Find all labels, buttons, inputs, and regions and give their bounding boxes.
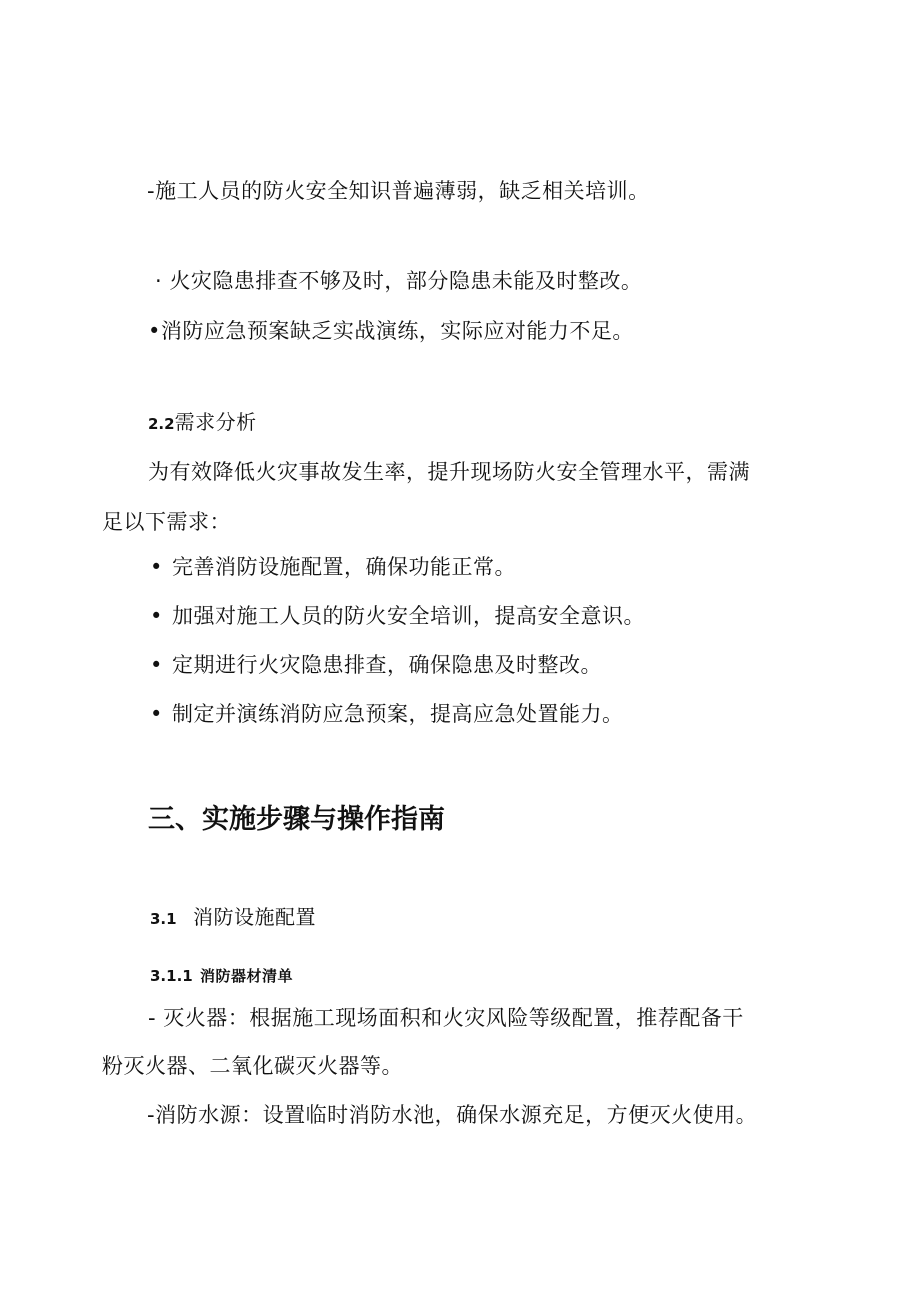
subsection-title: 消防器材清单 xyxy=(200,967,294,985)
bullet-icon: • xyxy=(150,555,163,579)
requirement-text: 定期进行火灾隐患排查，确保隐患及时整改。 xyxy=(172,653,602,677)
requirement-text: 制定并演练消防应急预案，提高应急处置能力。 xyxy=(172,702,624,726)
requirement-item xyxy=(150,650,602,680)
bullet-icon: • xyxy=(150,604,163,628)
extinguisher-line-2: 粉灭火器、二氧化碳灭火器等。 xyxy=(102,1054,403,1078)
section-heading-3-1 xyxy=(150,902,316,934)
problem-item-training: -施工人员的防火安全知识普遍薄弱，缺乏相关培训。 xyxy=(147,179,650,203)
intro-paragraph-line-1: 为有效降低火灾事故发生率，提升现场防火安全管理水平，需满 xyxy=(148,460,750,484)
problem-item-drill: •消防应急预案缺乏实战演练，实际应对能力不足。 xyxy=(148,319,634,343)
section-heading-2-2 xyxy=(148,407,257,439)
extinguisher-line-1: - 灭火器：根据施工现场面积和火灾风险等级配置，推荐配备干 xyxy=(148,1006,744,1030)
requirement-text: 加强对施工人员的防火安全培训，提高安全意识。 xyxy=(172,604,645,628)
section-title: 需求分析 xyxy=(174,410,257,434)
water-source-line: -消防水源：设置临时消防水池，确保水源充足，方便灭火使用。 xyxy=(147,1103,758,1127)
chapter-3-heading: 三、实施步骤与操作指南 xyxy=(148,804,445,835)
requirement-item xyxy=(150,699,624,729)
subsection-heading-3-1-1 xyxy=(150,959,293,991)
requirement-text: 完善消防设施配置，确保功能正常。 xyxy=(172,555,516,579)
requirement-item xyxy=(150,552,516,582)
subsection-number: 3.1.1 xyxy=(150,967,193,985)
bullet-icon: • xyxy=(150,653,163,677)
bullet-icon: • xyxy=(150,702,163,726)
section-title: 消防设施配置 xyxy=(193,905,316,929)
section-number: 2.2 xyxy=(148,415,175,433)
intro-paragraph-line-2: 足以下需求： xyxy=(102,510,231,534)
requirement-item xyxy=(150,601,645,631)
section-number: 3.1 xyxy=(150,910,177,928)
problem-item-inspection: · 火灾隐患排查不够及时，部分隐患未能及时整改。 xyxy=(155,269,643,293)
